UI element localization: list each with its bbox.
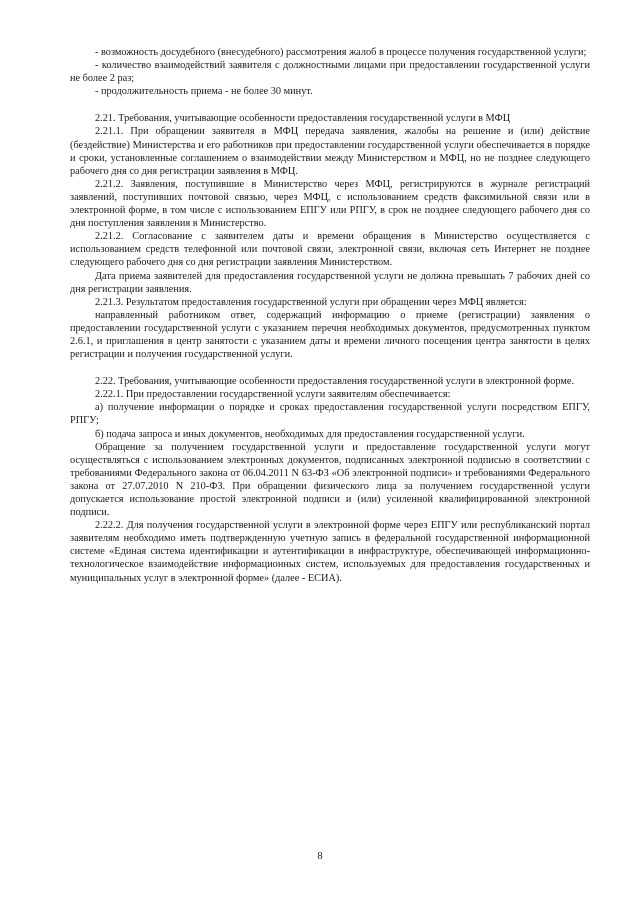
paragraph-electronic-signature: Обращение за получением государственной услуги и предоставление государственной услуги могут осуществляться с использованием электронных документов, подписанных электронной подписью в соответствии с требованиями Федерального закона от 06.04.2011 N 63-ФЗ «Об электронной подписи» и требованиями Федерального закона от 27.07.2010 N 210-ФЗ. При обращении физического лица за получением государственной услуги допускается использование простой электронной подписи и (или) усиленной квалифицированной электронной подписи.: [70, 441, 590, 519]
intro-item-interactions: - количество взаимодействий заявителя с должностными лицами при предоставлении государственной услуги не более 2 раз;: [70, 60, 590, 85]
paragraph-2-21-1: 2.21.1. При обращении заявителя в МФЦ передача заявления, жалобы на решение и (или) действие (бездействие) Министерства и его работников при предоставлении государственной услуги обеспечивается в порядке и сроки, установленные соглашением о взаимодействии между Министерством и МФЦ, но не позднее следующего рабочего дня со дня регистрации заявления в МФЦ.: [70, 126, 590, 177]
paragraph-response: направленный работником ответ, содержащий информацию о приеме (регистрации) заявления о предоставлении государственной услуги с указанием перечня необходимых документов, предусмотренных пунктом 2.6.1, и приглашения в центр занятости с указанием даты и времени личного посещения центра занятости в целях регистрации и получения государственной услуги.: [70, 309, 590, 361]
section-2-22-heading: 2.22. Требования, учитывающие особенности предоставления государственной услуги в электронной форме.: [95, 376, 575, 388]
list-item-b: б) подача запроса и иных документов, необходимых для предоставления государственной услуги.: [95, 428, 525, 440]
page-number: 8: [317, 851, 323, 862]
paragraph-reception-date: Дата приема заявителей для предоставления государственной услуги не должна превышать 7 рабочих дней со дня регистрации заявления.: [70, 270, 590, 295]
document-page: [70, 46, 590, 585]
paragraph-2-21-2-registration: 2.21.2. Заявления, поступившие в Министерство через МФЦ, регистрируются в журнале регистраций заявлений, поступивших почтовой связью, через МФЦ, с использованием средств факсимильной связи или в электронной форме, в том числе с использованием ЕПГУ или РПГУ, в срок не позднее следующего рабочего дня со дня поступления заявления в Министерство.: [70, 178, 590, 230]
paragraph-2-21-3: 2.21.3. Результатом предоставления государственной услуги при обращении через МФЦ является:: [95, 296, 527, 308]
section-2-21-heading: 2.21. Требования, учитывающие особенности предоставления государственной услуги в МФЦ: [95, 113, 511, 125]
intro-item-duration: - продолжительность приема - не более 30 минут.: [95, 86, 313, 98]
paragraph-2-22-2: 2.22.2. Для получения государственной услуги в электронной форме через ЕПГУ или республиканский портал заявителям необходимо иметь подтвержденную учетную запись в федеральной государственной информационной системе «Единая система идентификации и аутентификации в инфраструктуре, обеспечивающей информационно-технологическое взаимодействие информационных систем, используемых для предоставления государственных и муниципальных услуг в электронной форме» (далее - ЕСИА).: [70, 520, 590, 584]
paragraph-2-21-2-agreement: 2.21.2. Согласование с заявителем даты и времени обращения в Министерство осуществляется с использованием средств телефонной или почтовой связи, электронной связи, включая сеть Интернет не позднее следующего рабочего дня со дня регистрации заявления Министерством.: [70, 231, 590, 269]
intro-item-complaints: - возможность досудебного (внесудебного) рассмотрения жалоб в процессе получения государственной услуги;: [95, 47, 587, 58]
list-item-a: а) получение информации о порядке и сроках предоставления государственной услуги посредством ЕПГУ, РПГУ;: [70, 402, 590, 427]
paragraph-2-22-1: 2.22.1. При предоставлении государственной услуги заявителям обеспечивается:: [95, 389, 451, 401]
